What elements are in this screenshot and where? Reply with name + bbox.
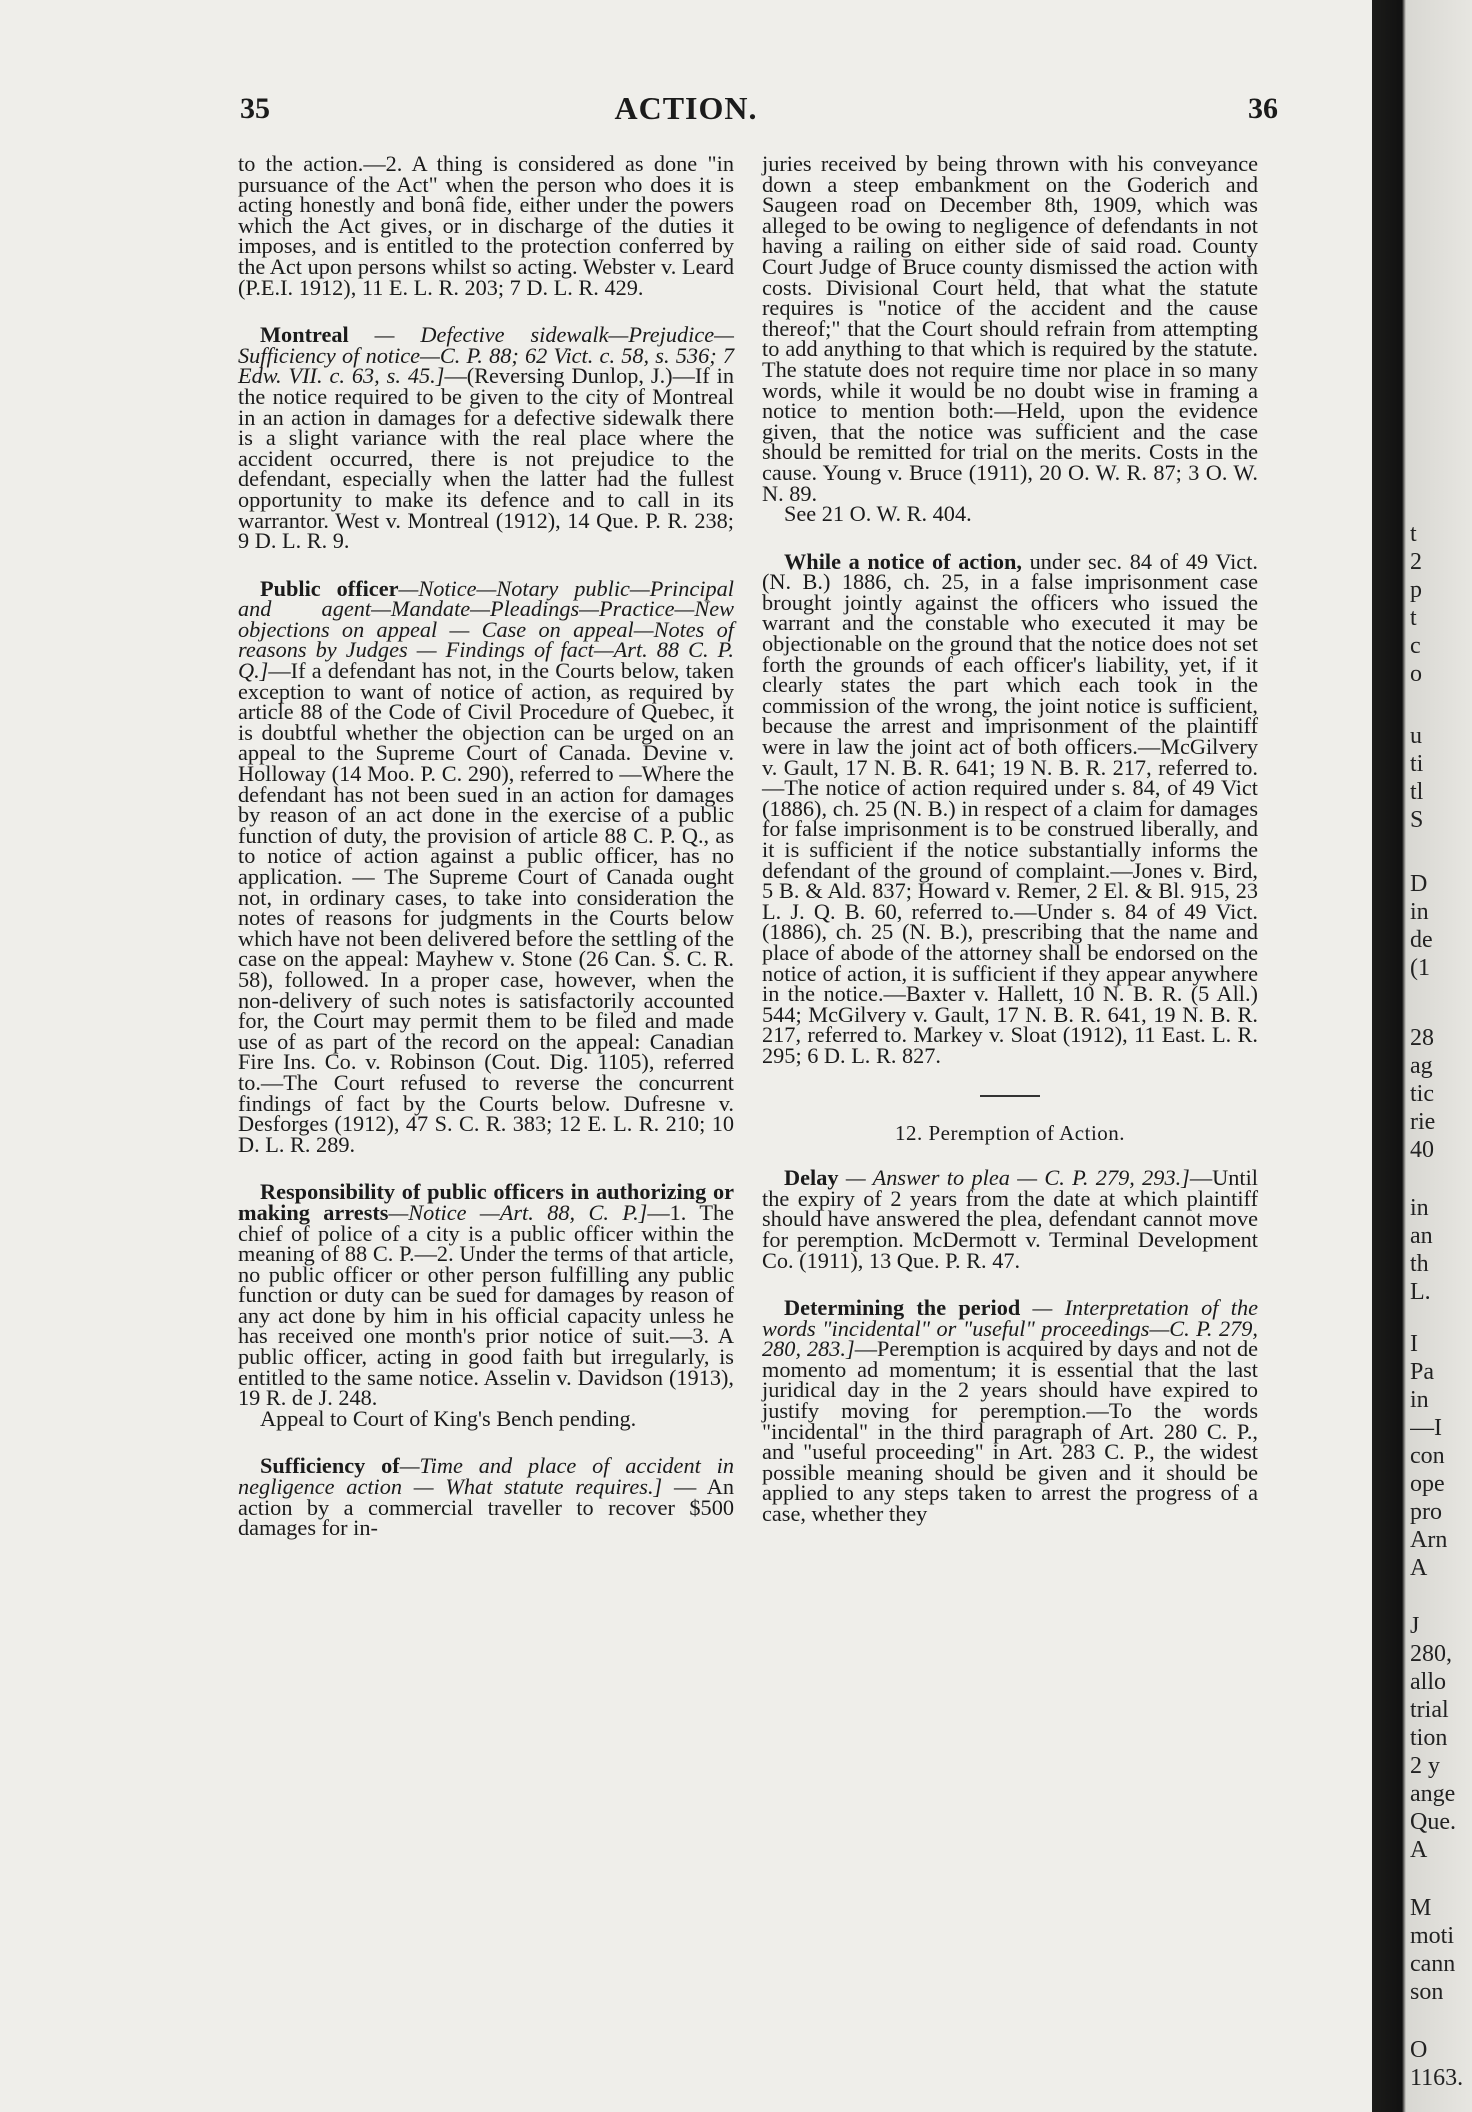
facing-page-fragment: 280, — [1410, 1641, 1452, 1667]
entry-lead: While a notice of action, — [784, 548, 1022, 574]
facing-page-fragment: rie — [1410, 1109, 1436, 1135]
facing-page-fragment: D — [1410, 871, 1428, 897]
facing-page-fragment: —I — [1410, 1415, 1442, 1441]
entry-body: —If a defendant has not, in the Courts below, taken exception to want of notice of action, as required by article 88 of the Code of Civil Procedure of Quebec, it is doubtful whether the objection can be urged on an appeal to the Supreme Court of Canada. Devine v. Holloway (14 Moo. P. C. 290), referred to —Where the defendant has not been sued in an action for damages by reason of an act done in the exercise of a public function of duty, the provision of article 88 C. P. Q., as to notice of action against a public officer, has no application. — The Supreme Court of Canada ought not, in ordinary cases, to take into consideration the notes of reasons for judgments in the Courts below which have not been delivered before the settling of the case on the appeal: Mayhew v. Stone (26 Can. S. C. R. 58), followed. In a proper case, however, when the non-delivery of such notes is satisfactorily accounted for, the Court may permit them to be filed and made use of as part of the record on the appeal: Canadian Fire Ins. Co. v. Robinson (Cout. Dig. 1105), referred to.—The Court refused to reverse the concurrent findings of fact by the Courts below. Dufresne v. Desforges (1912), 47 S. C. R. 383; 12 E. L. R. 210; 10 D. L. R. 289. — [238, 658, 734, 1157]
entry-headnote: — Interpretation of the words "incidental" or "useful" proceedings—C. P. 279, 280, 283.] — [762, 1295, 1258, 1362]
facing-page-fragment: 28 — [1410, 1025, 1434, 1051]
facing-page-fragment: tl — [1410, 779, 1424, 805]
facing-page-fragment: L. — [1410, 1279, 1431, 1305]
entry-body: —Until the expiry of 2 years from the date at which plaintiff should have answered the plea, defendant cannot move for peremption. McDermott v. Terminal Development Co. (1911), 13 Que. P. R. 47. — [762, 1165, 1258, 1273]
entry-headnote: — Answer to plea — C. P. 279, 293.] — [838, 1165, 1190, 1191]
facing-page-fragment: O — [1410, 2037, 1428, 2063]
facing-page-fragment: an — [1410, 1223, 1433, 1249]
facing-page-fragment: (1 — [1410, 955, 1430, 981]
facing-page-fragment: son — [1410, 1979, 1444, 2005]
facing-page-fragment: trial — [1410, 1697, 1449, 1723]
entry-sufficiency — [238, 1453, 734, 1541]
entry-lead: Delay — [784, 1165, 839, 1191]
facing-page-fragment: pro — [1410, 1499, 1442, 1525]
facing-page-fragment: th — [1410, 1251, 1429, 1277]
running-title: ACTION. — [614, 90, 758, 126]
paragraph: juries received by being thrown with his conveyance down a steep embankment on the Goderich and Saugeen road on December 8th, 1909, which was alleged to be owing to negligence of defendants in not having a railing on either side of said road. County Court Judge of Bruce county dismissed the action with costs. Divisional Court held, that what the statute requires is "notice of the accident and the cause thereof;" that the Court should refrain from attempting to add anything to that which is required by the statute. The statute does not require time nor place in so many words, while it would be no doubt wise in framing a notice to mention both:—Held, upon the evidence given, that the notice was sufficient and the case should be remitted for trial on the merits. Costs in the cause. Young v. Bruce (1911), 20 O. W. R. 87; 3 O. W. N. 89. — [762, 151, 1258, 506]
facing-page-fragment: con — [1410, 1443, 1445, 1469]
appeal-note: Appeal to Court of King's Bench pending. — [260, 1405, 637, 1431]
facing-page-fragment: moti — [1410, 1923, 1455, 1949]
facing-page-fragment: M — [1410, 1895, 1432, 1921]
facing-page-fragment: in — [1410, 1387, 1429, 1413]
section-heading: 12. Peremption of Action. — [894, 1120, 1126, 1145]
entry-body: —Peremption is acquired by days and not de momento ad momentum; it is essential that the last juridical day in the 2 years should have expired to justify moving for peremption.—To the words "incidental" in the third paragraph of Art. 280 C. P., and "useful proceeding" in Art. 283 C. P., the widest possible meaning should be given and it should be applied to any steps taken to arrest the progress of a case, whether they — [762, 1336, 1259, 1527]
entry-headnote: —Notice—Notary public—Principal and agent—Mandate—Pleadings—Practice—New objections on appeal — Case on appeal—Notes of reasons by Judges — Findings of fact—Art. 88 C. P. Q.] — [238, 575, 734, 684]
paragraph-body: to the action.—2. A thing is considered as done "in pursuance of the Act" when the person who does it is acting honestly and bonâ fide, either under the powers which the Act gives, or in discharge of the duties it imposes, and is entitled to the protection conferred by the Act upon persons whilst so acting. Webster v. Leard (P.E.I. 1912), 11 E. L. R. 203; 7 D. L. R. 429. — [238, 151, 734, 300]
facing-page-fragment: Arn — [1410, 1527, 1448, 1553]
entry-body: — An action by a commercial traveller to recover $500 damages for in- — [238, 1474, 734, 1541]
facing-page-fragment: in — [1410, 1195, 1429, 1221]
facing-page-fragment: allo — [1410, 1669, 1446, 1695]
facing-page-fragment: 2 y — [1410, 1753, 1440, 1779]
facing-page-fragment: 1163. — [1410, 2065, 1464, 2091]
facing-page-fragment: ange — [1410, 1781, 1456, 1807]
right-column — [762, 151, 1259, 1527]
facing-page-fragment: u — [1410, 723, 1422, 749]
section-divider — [980, 1095, 1040, 1097]
entry-lead: Montreal — [260, 322, 349, 348]
facing-page-fragment: c — [1410, 633, 1421, 659]
facing-page-fragment: Pa — [1410, 1359, 1434, 1385]
facing-page-fragment: p — [1410, 577, 1422, 603]
facing-page-fragment: A — [1410, 1837, 1428, 1863]
facing-page-fragment: S — [1410, 807, 1424, 833]
entry-while-notice — [762, 548, 1258, 1068]
entry-lead: Responsibility of public officers in authorizing or making arrests — [238, 1179, 734, 1225]
facing-page-fragment: in — [1410, 899, 1429, 925]
left-page-number: 35 — [240, 92, 270, 125]
facing-page-fragment: tion — [1410, 1725, 1448, 1751]
paragraph — [238, 151, 734, 300]
facing-page-fragment: Que. — [1410, 1809, 1456, 1835]
facing-page-fragment: de — [1410, 927, 1433, 953]
entry-responsibility — [238, 1179, 735, 1411]
facing-page-fragment: 40 — [1410, 1137, 1434, 1163]
facing-page-fragment: ope — [1410, 1471, 1445, 1497]
entry-delay — [762, 1165, 1258, 1273]
right-page-number: 36 — [1248, 92, 1278, 125]
entry-public-officer — [238, 575, 734, 1157]
facing-page-fragment: 2 — [1410, 549, 1422, 575]
entry-lead: Determining the period — [784, 1295, 1021, 1321]
entry-lead: Public officer — [260, 575, 399, 601]
facing-page-fragment: cann — [1410, 1951, 1456, 1977]
entry-lead: Sufficiency of — [260, 1453, 400, 1479]
facing-page-fragment: A — [1410, 1555, 1428, 1581]
facing-page-fragment: ti — [1410, 751, 1424, 777]
facing-page-fragment: J — [1410, 1613, 1420, 1639]
see-reference: See 21 O. W. R. 404. — [784, 501, 972, 527]
entry-headnote: —Time and place of accident in negligence action — What statute requires.] — [238, 1453, 734, 1500]
entry-headnote: —Notice —Art. 88, C. P.] — [388, 1199, 648, 1225]
left-column — [238, 151, 735, 1541]
facing-page-fragment: o — [1410, 661, 1422, 687]
entry-headnote: — Defective sidewalk—Prejudice—Sufficiency of notice—C. P. 88; 62 Vict. c. 58, s. 536; 7 Edw. VII. c. 63, s. 45.] — [238, 322, 734, 389]
facing-page-fragment: I — [1410, 1331, 1418, 1357]
entry-body: —(Reversing Dunlop, J.)—If in the notice required to be given to the city of Montreal in an action in damages for a defective sidewalk there is a slight variance with the real place where the accident occurred, there is not prejudice to the defendant, especially when the latter had the fullest opportunity to make its defence and to call in its warrantor. West v. Montreal (1912), 14 Que. P. R. 238; 9 D. L. R. 9. — [238, 363, 735, 554]
entry-determining-period — [762, 1295, 1259, 1527]
entry-body: under sec. 84 of 49 Vict. (N. B.) 1886, ch. 25, in a false imprisonment case brought jointly against the officers who issued the warrant and the constable who executed it may be objectionable on the ground that the notice does not set forth the grounds of each officer's liability, yet, if it clearly states the part which each took in the commission of the wrong, the joint notice is sufficient, because the arrest and imprisonment of the plaintiff were in law the joint act of both officers.—McGilvery v. Gault, 17 N. B. R. 641; 19 N. B. R. 217, referred to.—The notice of action required under s. 84, of 49 Vict (1886), ch. 25 (N. B.) in respect of a claim for damages for false imprisonment is to be construed liberally, and it is sufficient if the notice substantially informs the defendant of the ground of complaint.—Jones v. Bird, 5 B. & Ald. 837; Howard v. Remer, 2 El. & Bl. 915, 23 L. J. Q. B. 60, referred to.—Under s. 84 of 49 Vict. (1886), ch. 25 (N. B.), prescribing that the name and place of abode of the attorney shall be endorsed on the notice of action, it is sufficient if they appear anywhere in the notice.—Baxter v. Hallett, 10 N. B. R. (5 All.) 544; McGilvery v. Gault, 17 N. B. R. 641, 19 N. B. R. 217, referred to. Markey v. Sloat (1912), 11 East. L. R. 295; 6 D. L. R. 827. — [762, 548, 1258, 1068]
entry-montreal — [238, 322, 735, 554]
facing-page-fragment: tic — [1410, 1081, 1434, 1107]
facing-page-fragment: t — [1410, 605, 1417, 631]
facing-page-fragment: t — [1410, 521, 1417, 547]
facing-page-fragment: ag — [1410, 1053, 1433, 1079]
entry-body: —1. The chief of police of a city is a public officer within the meaning of 88 C. P.—2. Under the terms of that article, no public officer or other person fulfilling any public function or duty can be sued for damages by reason of any act done by him in his official capacity unless he has received one month's prior notice of suit.—3. A public officer, acting in good faith but irregularly, is entitled to the same notice. Asselin v. Davidson (1913), 19 R. de J. 248. — [238, 1199, 735, 1411]
